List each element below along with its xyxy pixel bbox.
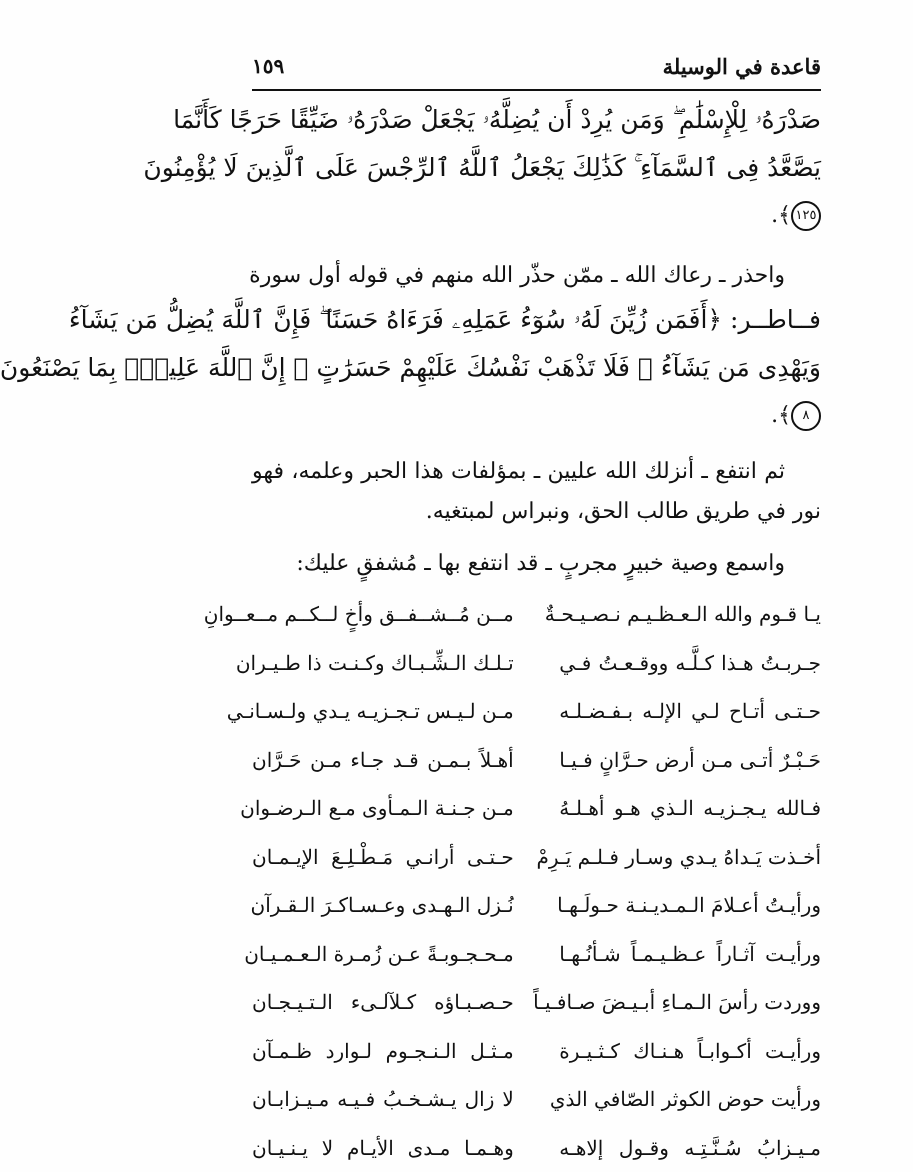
poem-verse [252, 833, 821, 882]
verse-first-hemistich: مـيـزابُ سُـنَّـتِـه وقـول إلاهـه [559, 1124, 821, 1172]
verse-second-hemistich: حـصـبـاؤه كـلآلـىء الـتـيـجـان [252, 978, 514, 1027]
poem-verse [252, 930, 821, 979]
verse-first-hemistich: فـالله يـجـزيـه الـذي هـو أهـلـهُ [559, 784, 821, 833]
paragraph-line: واحذر ـ رعاك الله ـ ممّن حذّر الله منهم في قوله أول سورة [252, 256, 821, 296]
ayah-number-marker: ١٢٥ [791, 201, 821, 231]
poem-verse [252, 784, 821, 833]
verse-second-hemistich: مــن مُــشــفــق وأخٍ لــكــم مــعــوانِ [252, 590, 514, 639]
verse-first-hemistich: جـربـتُ هـذا كـلَّـه ووقـعـتُ فـي [559, 639, 821, 688]
poem-intro: واسمع وصية خبيرٍ مجربٍ ـ قد انتفع بها ـ مُشفقٍ عليك: [252, 544, 821, 584]
header-rule [252, 89, 821, 91]
period: . [771, 203, 778, 228]
running-header [252, 46, 821, 86]
paragraph-line: نور في طريق طالب الحق، ونبراس لمبتغيه. [252, 492, 821, 532]
verse-first-hemistich: أخـذت يَـداهُ يـدي وسـار فـلـم يَـرِمْ [559, 833, 821, 882]
verse-second-hemistich: مـن جـنـة الـمـأوى مـع الـرضـوان [252, 784, 514, 833]
poem-verse [252, 1075, 821, 1124]
verse-second-hemistich: وهـمـا مـدى الأيـام لا يـنـيـان [252, 1124, 514, 1172]
verse-first-hemistich: ورأيت حوض الكوثر الصّافي الذي [559, 1075, 821, 1124]
verse-first-hemistich: ورأيـتُ أعـلامَ الـمـديـنـة حـولَـهـا [559, 881, 821, 930]
quran-verse-line: وَيَهْدِى مَن يَشَآءُ ۖ فَلَا تَذْهَبْ نَفْسُكَ عَلَيْهِمْ حَسَرَٰتٍ ۚ إِنَّ ٱللَّهَ عَلِيمٌۢ بِمَا يَصْنَعُونَ [252, 344, 821, 392]
poem-verse [252, 639, 821, 688]
poem-verse [252, 1124, 821, 1172]
ayah-number-marker: ٨ [791, 401, 821, 431]
quran-verse-line: يَصَّعَّدُ فِى ٱلسَّمَآءِ ۚ كَذَٰلِكَ يَجْعَلُ ٱللَّهُ ٱلرِّجْسَ عَلَى ٱلَّذِينَ لَا يُؤْمِنُونَ [252, 144, 821, 192]
poem-verse [252, 1027, 821, 1076]
verse-first-hemistich: ورأيـت أكـوابـاً هـنـاك كـثـيـرة [559, 1027, 821, 1076]
ayah-end [252, 192, 821, 240]
verse-second-hemistich: مـن لـيـس تـجـزيـه يـدي ولـسـانـي [252, 687, 514, 736]
ayah-end [252, 392, 821, 440]
quran-close-bracket: ﴾ [778, 403, 791, 428]
verse-second-hemistich: لا زال يـشـخـبُ فـيـه مـيـزابـان [252, 1075, 514, 1124]
paragraph-line: ثم انتفع ـ أنزلك الله عليين ـ بمؤلفات هذا الحبر وعلمه، فهو [252, 452, 821, 492]
verse-second-hemistich: مـحـجـوبـةً عـن زُمـرة الـعـمـيـان [252, 930, 514, 979]
quran-verse-line: فــاطــر: ﴿أَفَمَن زُيِّنَ لَهُۥ سُوٓءُ عَمَلِهِۦ فَرَءَاهُ حَسَنًا ۖ فَإِنَّ ٱللَّهَ يُضِلُّ مَن يَشَآءُ [252, 296, 821, 344]
verse-second-hemistich: نُـزل الـهـدى وعـسـاكـرَ الـقـرآن [252, 881, 514, 930]
quran-verse-line: صَدْرَهُۥ لِلْإِسْلَٰمِ ۖ وَمَن يُرِدْ أَن يُضِلَّهُۥ يَجْعَلْ صَدْرَهُۥ ضَيِّقًا حَرَجًا كَأَنَّمَا [252, 96, 821, 144]
poem-verse [252, 590, 821, 639]
poem-verse [252, 978, 821, 1027]
verse-first-hemistich: حَـبْـرٌ أتـى مـن أرض حـرَّانٍ فـيـا [559, 736, 821, 785]
quran-close-bracket: ﴾ [778, 203, 791, 228]
book-page [160, 0, 913, 1111]
chapter-title: قاعدة في الوسيلة [663, 54, 821, 79]
period: . [771, 403, 778, 428]
verse-first-hemistich: حـتـى أتـاح لـي الإلـه بـفـضـلـه [559, 687, 821, 736]
page-number: ١٥٩ [252, 54, 284, 78]
poem-verse [252, 687, 821, 736]
verse-second-hemistich: تـلـك الـشِّـبـاك وكـنـت ذا طـيـران [252, 639, 514, 688]
poem-verse [252, 881, 821, 930]
verse-first-hemistich: ورأيـت آثـاراً عـظـيـمـاً شـأنُـهـا [559, 930, 821, 979]
verse-second-hemistich: مـثـل الـنـجـوم لـوارد ظـمـآن [252, 1027, 514, 1076]
verse-first-hemistich: ووردت رأسَ الـمـاءِ أبـيـضَ صـافـيـاً [559, 978, 821, 1027]
poem-verse [252, 736, 821, 785]
page-body [252, 96, 821, 1172]
verse-second-hemistich: أهـلاً بـمـن قـد جـاء مـن حَـرَّان [252, 736, 514, 785]
poem [252, 590, 821, 1172]
verse-first-hemistich: يـا قـوم والله الـعـظـيـم نـصـيـحـةٌ [559, 590, 821, 639]
verse-second-hemistich: حـتـى أرانـي مَـطْـلِـعَ الإيـمـان [252, 833, 514, 882]
